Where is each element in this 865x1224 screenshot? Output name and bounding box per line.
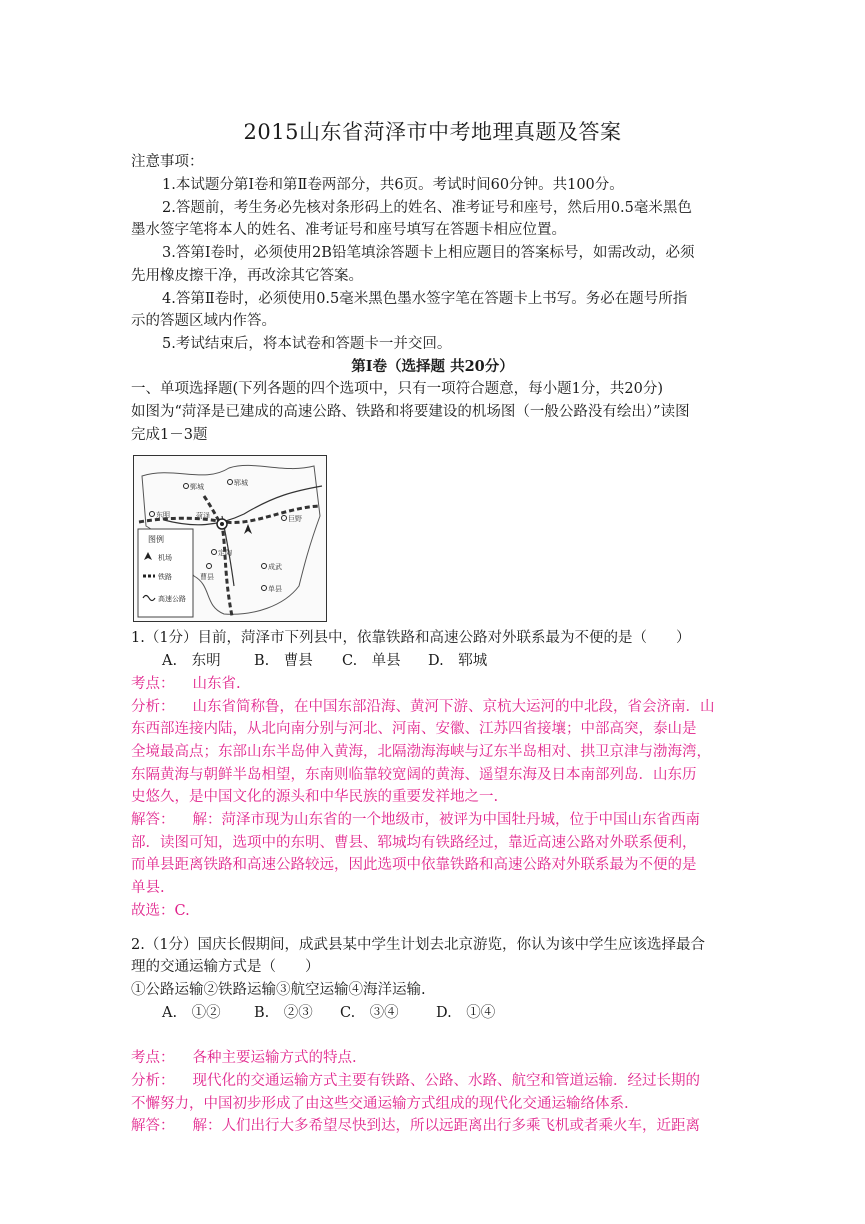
question-2-choices: ①公路运输②铁路运输③航空运输④海洋运输.: [131, 982, 426, 998]
map-label-caoxian: 曹县: [200, 573, 214, 581]
option-c: C. ③④: [340, 1005, 399, 1021]
map-label-juancheng: 鄄城: [190, 483, 204, 491]
q1-kaodian: [131, 673, 736, 696]
option-d: D. ①④: [436, 1005, 496, 1021]
kaodian-label: 考点：: [131, 1050, 175, 1066]
notice-item: 3.答第Ⅰ卷时，必须使用2B铅笔填涂答题卡上相应题目的答案标号，如需改动，必须: [162, 245, 695, 261]
fenxi-text: 山东省简称鲁，在中国东部沿海、黄河下游、京杭大运河的中北段，省会济南．山: [192, 699, 715, 715]
heze-transport-map: [133, 455, 327, 622]
q1-answer: 故选：C.: [131, 903, 190, 919]
page-title: 2015山东省菏泽市中考地理真题及答案: [243, 120, 622, 144]
question-1-stem: 1.（1分）目前，菏泽市下列县中，依靠铁路和高速公路对外联系最为不便的是（ ）: [131, 630, 691, 646]
notice-item: 先用橡皮擦干净，再改涂其它答案。: [131, 268, 363, 284]
option-a: A. 东明: [162, 653, 221, 669]
notice-item: 墨水签字笔将本人的姓名、准考证号和座号填写在答题卡相应位置。: [131, 222, 566, 238]
option-a: A. ①②: [162, 1005, 221, 1021]
kaodian-label: 考点：: [131, 676, 175, 692]
kaodian-text: 山东省.: [192, 676, 241, 692]
q2-fenxi: [131, 1070, 736, 1093]
jieda-text: 而单县距离铁路和高速公路较远，因此选项中依靠铁路和高速公路对外联系最为不便的是: [131, 857, 697, 873]
fenxi-text: 史悠久，是中国文化的源头和中华民族的重要发祥地之一.: [131, 789, 499, 805]
q2-jieda: [131, 1115, 736, 1138]
option-d: D. 郓城: [428, 653, 488, 669]
notice-heading: 注意事项：: [131, 154, 204, 170]
legend-title: 图例: [148, 535, 164, 544]
q1-jieda: [131, 809, 736, 832]
fenxi-text: 东隔黄海与朝鲜半岛相望，东南则临靠较宽阔的黄海、遥望东海及日本南部列岛．山东历: [131, 767, 697, 783]
jieda-text: 部．读图可知，选项中的东明、曹县、郓城均有铁路经过，靠近高速公路对外联系便利，: [131, 835, 697, 851]
fenxi-label: 分析：: [131, 1073, 175, 1089]
map-label-juye: 巨野: [288, 515, 302, 523]
option-b: B. 曹县: [254, 653, 313, 669]
map-label-yuncheng: 郓城: [234, 479, 248, 487]
fenxi-text: 现代化的交通运输方式主要有铁路、公路、水路、航空和管道运输．经过长期的: [192, 1073, 700, 1089]
map-label-dingtao: 定陶: [218, 549, 232, 557]
question-2-options: [162, 1002, 736, 1025]
section-heading: 第Ⅰ卷（选择题 共20分）: [351, 358, 514, 375]
option-b: B. ②③: [254, 1005, 313, 1021]
map-figure: [134, 456, 326, 621]
section-intro: 一、单项选择题(下列各题的四个选项中，只有一项符合题意，每小题1分，共20分): [131, 381, 663, 397]
notice-item: 4.答第Ⅱ卷时，必须使用0.5毫米黑色墨水签字笔在答题卡上书写。务必在题号所指: [162, 291, 688, 307]
notice-item: 1.本试题分第Ⅰ卷和第Ⅱ卷两部分，共6页。考试时间60分钟。共100分。: [162, 177, 624, 193]
jieda-label: 解答：: [131, 1118, 175, 1134]
kaodian-text: 各种主要运输方式的特点.: [192, 1050, 357, 1066]
jieda-text: 解：菏泽市现为山东省的一个地级市，被评为中国牡丹城，位于中国山东省西南: [192, 812, 700, 828]
q1-fenxi: [131, 696, 736, 719]
map-intro: 完成1－3题: [131, 427, 208, 443]
map-label-shanxian: 单县: [268, 585, 282, 593]
option-c: C. 单县: [342, 653, 401, 669]
question-2-stem: 理的交通运输方式是（ ）: [131, 959, 320, 975]
legend-highway: 高速公路: [158, 595, 186, 603]
map-label-chengwu: 成武: [268, 563, 282, 571]
fenxi-text: 不懈努力，中国初步形成了由这些交通运输方式组成的现代化交通运输络体系.: [131, 1096, 629, 1112]
legend-airport: 机场: [158, 554, 172, 562]
notice-item: 示的答题区域内作答。: [131, 313, 276, 329]
legend-railway: 铁路: [158, 573, 172, 581]
notice-item: 5.考试结束后，将本试卷和答题卡一并交回。: [162, 336, 452, 352]
jieda-label: 解答：: [131, 812, 175, 828]
fenxi-label: 分析：: [131, 699, 175, 715]
fenxi-text: 东西部连接内陆，从北向南分别与河北、河南、安徽、江苏四省接壤；中部高突，泰山是: [131, 721, 697, 737]
question-1-options: [162, 650, 736, 673]
map-label-heze: 菏泽: [196, 512, 210, 520]
fenxi-text: 全境最高点；东部山东半岛伸入黄海，北隔渤海海峡与辽东半岛相对、拱卫京津与渤海湾，: [131, 744, 711, 760]
jieda-text: 单县.: [131, 880, 165, 896]
map-label-dongming: 东明: [156, 511, 170, 519]
q2-kaodian: [131, 1047, 736, 1070]
map-intro: 如图为“菏泽是已建成的高速公路、铁路和将要建设的机场图（一般公路没有绘出）”读图: [131, 404, 690, 420]
jieda-text: 解：人们出行大多希望尽快到达，所以远距离出行多乘飞机或者乘火车，近距离: [192, 1118, 700, 1134]
question-2-stem: 2.（1分）国庆长假期间，成武县某中学生计划去北京游览，你认为该中学生应该选择最合: [131, 937, 706, 953]
notice-item: 2.答题前，考生务必先核对条形码上的姓名、准考证号和座号，然后用0.5毫米黑色: [162, 200, 692, 216]
